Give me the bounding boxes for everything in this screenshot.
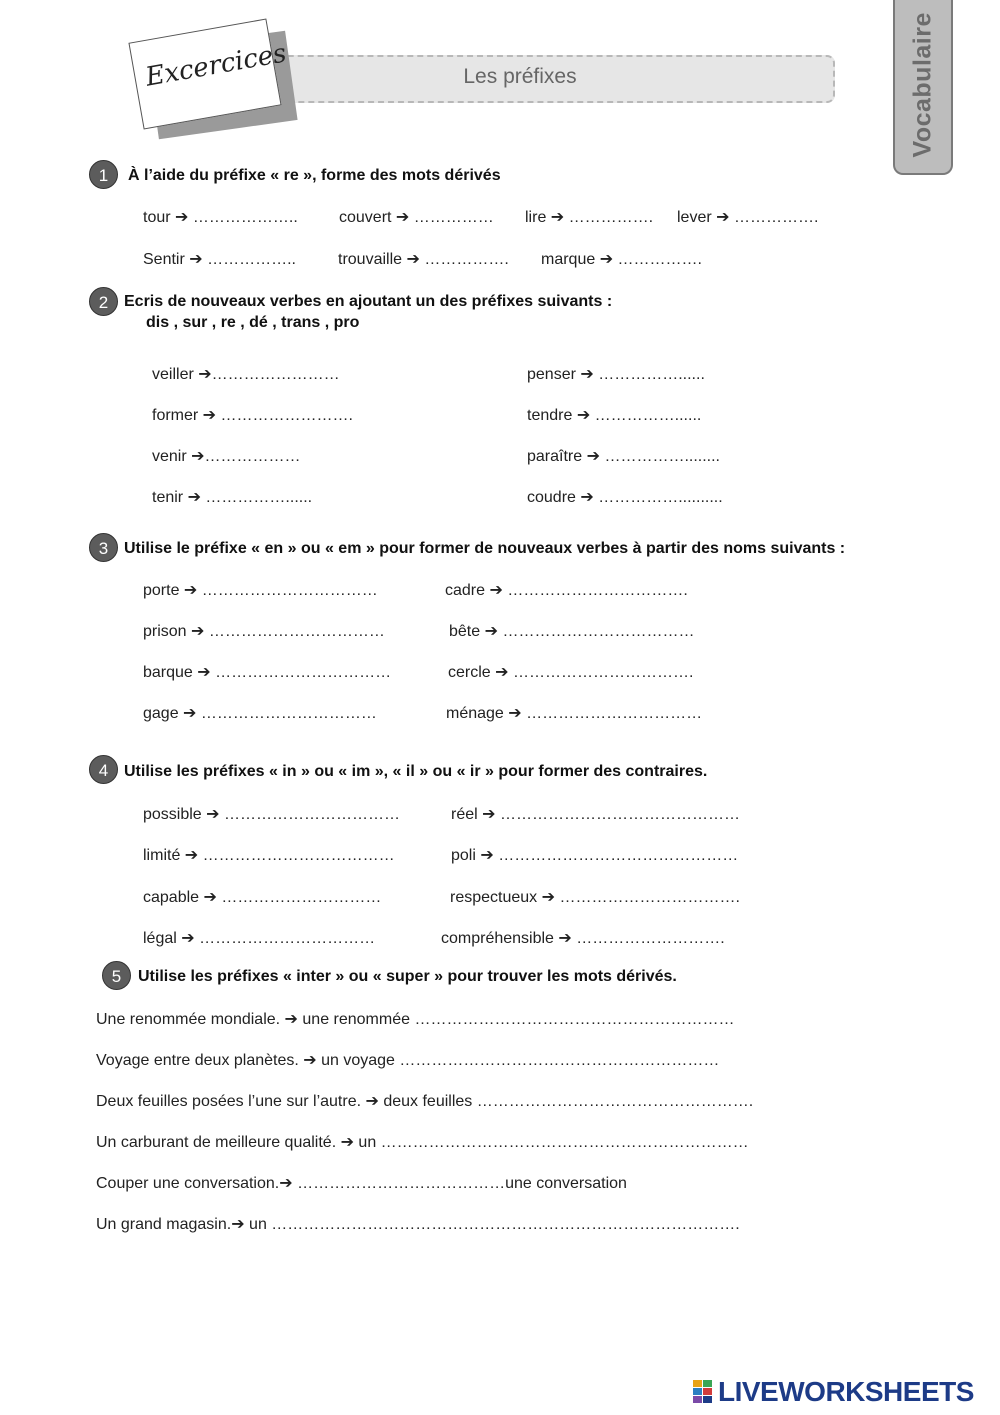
- exercise-2-number: 2: [89, 287, 118, 316]
- exercise-4-item[interactable]: capable ➔ …………………………: [143, 889, 382, 906]
- exercise-4-item[interactable]: limité ➔ ………………………………: [143, 847, 395, 864]
- exercise-4-item[interactable]: poli ➔ ………………………………………: [451, 847, 739, 864]
- exercise-5-item[interactable]: Couper une conversation.➔ …………………………………une conversation: [96, 1175, 627, 1192]
- exercise-5-item[interactable]: Voyage entre deux planètes. ➔ un voyage ……………………………………………………: [96, 1052, 720, 1069]
- exercise-4-number: 4: [89, 755, 118, 784]
- exercise-2-prefixes: dis , sur , re , dé , trans , pro: [146, 314, 360, 331]
- side-tab-label: Vocabulaire: [908, 12, 937, 158]
- exercise-4-item[interactable]: légal ➔ ……………………………: [143, 930, 376, 947]
- exercise-4-item[interactable]: compréhensible ➔ ……………………….: [441, 930, 725, 947]
- exercise-3-item[interactable]: cadre ➔ …………………………….: [445, 582, 688, 599]
- exercise-1-item[interactable]: marque ➔ …………….: [541, 251, 702, 268]
- exercise-1-question: À l’aide du préfixe « re », forme des mots dérivés: [128, 167, 501, 184]
- exercise-1-item[interactable]: tour ➔ ………………..: [143, 209, 298, 226]
- exercise-4-item[interactable]: possible ➔ ……………………………: [143, 806, 400, 823]
- exercise-1-item[interactable]: couvert ➔ ……………: [339, 209, 494, 226]
- liveworksheets-logo[interactable]: LIVEWORKSHEETS: [718, 1376, 974, 1407]
- logo-cubes-icon: [693, 1380, 713, 1404]
- exercise-3-number: 3: [89, 533, 118, 562]
- exercise-5-question: Utilise les préfixes « inter » ou « super » pour trouver les mots dérivés.: [138, 968, 677, 985]
- exercise-5-item[interactable]: Une renommée mondiale. ➔ une renommée ……………………………………………………: [96, 1011, 735, 1028]
- exercise-2-item[interactable]: tenir ➔ ……………......: [152, 489, 313, 506]
- exercise-2-item[interactable]: coudre ➔ ……………..........: [527, 489, 723, 506]
- badge-text: Excercices: [143, 38, 289, 93]
- exercise-3-item[interactable]: ménage ➔ ……………………………: [446, 705, 703, 722]
- exercise-5-item[interactable]: Deux feuilles posées l’une sur l’autre. ➔ deux feuilles …………………………………………….: [96, 1093, 754, 1110]
- exercise-4-item[interactable]: réel ➔ ………………………………………: [451, 806, 740, 823]
- exercise-1-item[interactable]: lire ➔ …………….: [525, 209, 654, 226]
- exercise-2-item[interactable]: paraître ➔ ……………........: [527, 448, 720, 465]
- exercise-2-item[interactable]: penser ➔ ……………......: [527, 366, 705, 383]
- exercise-4-item[interactable]: respectueux ➔ …………………………….: [450, 889, 740, 906]
- exercise-3-item[interactable]: barque ➔ ……………………………: [143, 664, 392, 681]
- exercise-1-number: 1: [89, 160, 118, 189]
- page-title: Les préfixes: [463, 65, 577, 88]
- exercise-3-question: Utilise le préfixe « en » ou « em » pour former de nouveaux verbes à partir des noms suivants :: [124, 540, 846, 557]
- exercise-4-question: Utilise les préfixes « in » ou « im », « il » ou « ir » pour former des contraires.: [124, 763, 708, 780]
- exercise-2-item[interactable]: veiller ➔……………………: [152, 366, 340, 383]
- exercise-1-item[interactable]: lever ➔ …………….: [677, 209, 819, 226]
- exercise-2-item[interactable]: former ➔ …………………….: [152, 407, 353, 424]
- exercise-3-item[interactable]: porte ➔ ……………………………: [143, 582, 378, 599]
- exercise-2-item[interactable]: tendre ➔ ……………......: [527, 407, 702, 424]
- exercise-2-item[interactable]: venir ➔………………: [152, 448, 301, 465]
- exercise-3-item[interactable]: gage ➔ ……………………………: [143, 705, 377, 722]
- exercise-5-item[interactable]: Un grand magasin.➔ un …………………………………………………………………………….: [96, 1216, 740, 1233]
- exercise-1-item[interactable]: Sentir ➔ ……………..: [143, 251, 296, 268]
- exercise-3-item[interactable]: bête ➔ ………………………………: [449, 623, 695, 640]
- exercise-3-item[interactable]: prison ➔ ……………………………: [143, 623, 385, 640]
- exercise-5-item[interactable]: Un carburant de meilleure qualité. ➔ un ……………………………………………………………: [96, 1134, 749, 1151]
- exercise-5-number: 5: [102, 961, 131, 990]
- exercise-2-question: Ecris de nouveaux verbes en ajoutant un des préfixes suivants :: [124, 293, 613, 310]
- exercise-3-item[interactable]: cercle ➔ …………………………….: [448, 664, 694, 681]
- exercise-1-item[interactable]: trouvaille ➔ …………….: [338, 251, 509, 268]
